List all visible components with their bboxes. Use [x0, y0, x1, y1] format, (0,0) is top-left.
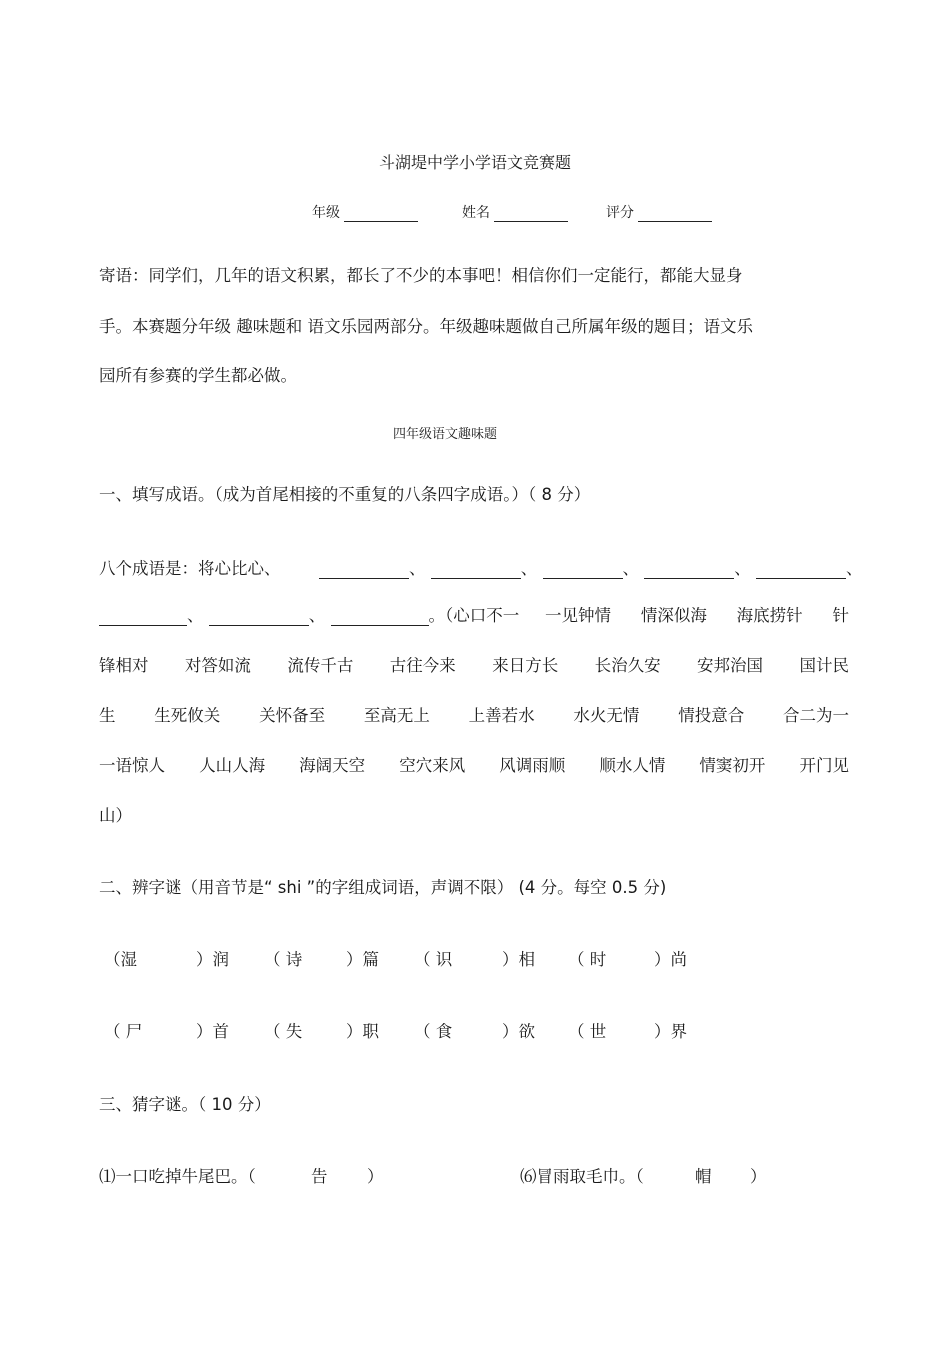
idiom-list-row-2 — [99, 652, 849, 676]
riddle-answer[interactable]: 帽 — [695, 1167, 712, 1186]
idiom-item: 人山人海 — [199, 756, 266, 775]
riddle-suffix: ）首 — [196, 1022, 229, 1041]
riddle-suffix: ）相 — [502, 950, 535, 969]
riddle-suffix: ）尚 — [654, 950, 687, 969]
idiom-item: 情投意合 — [678, 706, 745, 725]
riddle-suffix: ）欲 — [502, 1022, 535, 1041]
name-label: 姓名 — [462, 205, 490, 221]
q3-heading: 三、猜字谜。（ 10 分） — [99, 1095, 271, 1114]
idiom-item: 一见钟情 — [545, 606, 611, 625]
intro-line-1: 寄语：同学们，几年的语文积累，都长了不少的本事吧！相信你们一定能行，都能大显身 — [99, 266, 743, 285]
score-label: 评分 — [606, 205, 634, 221]
riddle-blank[interactable]: （ 尸 — [104, 1022, 143, 1041]
score-field — [606, 202, 712, 222]
idiom-item: 情深似海 — [640, 606, 707, 625]
q1-heading: 一、填写成语。（成为首尾相接的不重复的八条四字成语。）（ 8 分） — [99, 485, 591, 504]
riddle-close: ） — [750, 1167, 767, 1186]
riddle-suffix: ）润 — [196, 950, 229, 969]
idiom-list-start: 。（心口不一 — [428, 606, 520, 625]
grade-field — [312, 202, 418, 222]
idiom-item: 长治久安 — [594, 656, 661, 675]
riddle-suffix: ）职 — [346, 1022, 379, 1041]
separator: 、 — [622, 559, 639, 578]
q2-heading: 二、辨字谜（用音节是“ shi ”的字组成词语，声调不限） (4 分。每空 0.5 分) — [99, 878, 667, 897]
section-title: 四年级语文趣味题 — [392, 427, 497, 442]
idiom-blank-3[interactable] — [543, 562, 623, 579]
idiom-item: 水火无情 — [573, 706, 640, 725]
idiom-item: 一语惊人 — [99, 756, 165, 775]
riddle-blank[interactable]: （ 识 — [414, 950, 453, 969]
idiom-list-row-1 — [545, 602, 849, 626]
idiom-item: 顺水人情 — [599, 756, 666, 775]
idiom-blank-1[interactable] — [319, 562, 409, 579]
idiom-item: 来日方长 — [492, 656, 559, 675]
separator: 、 — [734, 559, 751, 578]
idiom-item: 对答如流 — [184, 656, 251, 675]
riddle-item-1 — [99, 1163, 384, 1187]
idiom-item: 开门见 — [799, 756, 849, 775]
riddle-close: ） — [367, 1167, 384, 1186]
idiom-item: 至高无上 — [363, 706, 430, 725]
idiom-list-row-4 — [99, 752, 849, 776]
separator: 、 — [409, 559, 426, 578]
idiom-list-row-3 — [99, 702, 849, 726]
riddle-suffix: ）界 — [654, 1022, 687, 1041]
idiom-item: 风调雨顺 — [499, 756, 566, 775]
idiom-item: 海阔天空 — [299, 756, 366, 775]
separator: 、 — [308, 606, 326, 625]
page-title: 斗湖堤中学小学语文竞赛题 — [378, 153, 571, 172]
grade-blank[interactable] — [344, 207, 418, 222]
separator: 、 — [846, 559, 863, 578]
idiom-item: 情窦初开 — [699, 756, 766, 775]
riddle-blank[interactable]: （ 食 — [414, 1022, 453, 1041]
idiom-blank-2[interactable] — [431, 562, 521, 579]
name-blank[interactable] — [494, 207, 568, 222]
riddle-text: ⑹冒雨取毛巾。（ — [520, 1167, 644, 1186]
idiom-item: 国计民 — [799, 656, 849, 675]
idiom-blank-7[interactable] — [209, 609, 309, 626]
idiom-item: 安邦治国 — [697, 656, 764, 675]
idiom-blank-4[interactable] — [644, 562, 734, 579]
idiom-blank-6[interactable] — [99, 609, 187, 626]
idiom-blank-5[interactable] — [756, 562, 846, 579]
idiom-item: 生 — [99, 706, 116, 725]
q1-lead-line — [99, 555, 863, 579]
idiom-item: 流传千古 — [287, 656, 354, 675]
idiom-item: 合二为一 — [782, 706, 849, 725]
score-blank[interactable] — [638, 207, 712, 222]
riddle-answer[interactable]: 告 — [311, 1167, 328, 1186]
idiom-item: 空穴来风 — [399, 756, 466, 775]
idiom-item: 古往今来 — [389, 656, 456, 675]
separator: 、 — [520, 559, 538, 578]
idiom-blank-8[interactable] — [331, 609, 429, 626]
riddle-suffix: ）篇 — [346, 950, 379, 969]
riddle-blank[interactable]: （ 失 — [264, 1022, 303, 1041]
intro-line-2: 手。本赛题分年级 趣味题和 语文乐园两部分。年级趣味题做自己所属年级的题目；语文乐 — [99, 317, 753, 336]
idiom-item: 锋相对 — [99, 656, 149, 675]
intro-line-3: 园所有参赛的学生都必做。 — [99, 366, 297, 385]
riddle-blank[interactable]: （ 时 — [568, 950, 607, 969]
q1-lead: 八个成语是：将心比心、 — [99, 559, 281, 578]
idiom-item: 海底捞针 — [736, 606, 803, 625]
riddle-blank[interactable]: （ 世 — [568, 1022, 607, 1041]
idiom-item: 针 — [832, 606, 849, 625]
grade-label: 年级 — [312, 205, 340, 221]
q1-second-line — [99, 602, 519, 626]
separator: 、 — [187, 606, 204, 625]
idiom-item: 上善若水 — [468, 706, 535, 725]
riddle-blank[interactable]: （ 诗 — [264, 950, 303, 969]
name-field — [462, 202, 568, 222]
idiom-item: 关怀备至 — [259, 706, 326, 725]
idiom-item: 生死攸关 — [154, 706, 221, 725]
idiom-list-end: 山） — [99, 806, 132, 825]
riddle-blank[interactable]: （湿 — [104, 950, 137, 969]
riddle-text: ⑴一口吃掉牛尾巴。（ — [99, 1167, 256, 1186]
riddle-item-6 — [520, 1163, 767, 1187]
